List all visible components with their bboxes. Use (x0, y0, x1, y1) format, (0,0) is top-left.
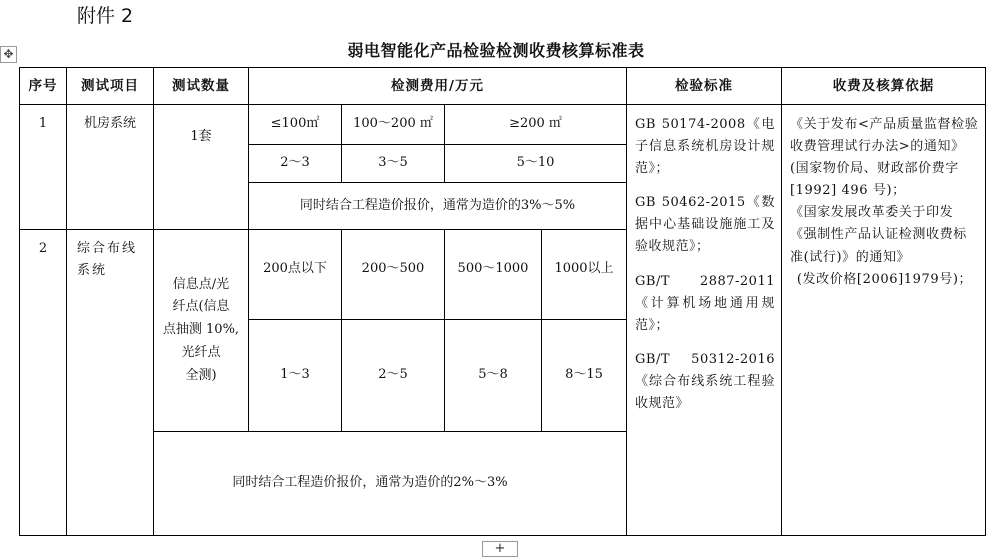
header-standard: 检验标准 (627, 68, 782, 105)
basis-2: 《国家发展改革委关于印发《强制性产品认证检测收费标准(试行)》的通知》 (790, 205, 967, 265)
row2-item-line-2: 系统 (77, 263, 108, 279)
row2-tier-1: 200点以下 (249, 230, 342, 320)
row2-qty-line-1: 信息点/光 (172, 276, 230, 292)
basis-3: (发改价格[2006]1979号)； (796, 271, 973, 287)
header-basis: 收费及核算依据 (782, 68, 986, 105)
row2-fee-1: 1～3 (249, 320, 342, 432)
standard-2: GB 50462-2015《数据中心基础设施施工及验收规范》； (635, 195, 775, 255)
row2-item-line-1: 综合布线 (77, 241, 138, 256)
row1-tier-1: ≤100㎡ (249, 105, 342, 145)
row1-fee-1: 2～3 (249, 145, 342, 183)
row2-tier-4: 1000以上 (542, 230, 627, 320)
header-item: 测试项目 (67, 68, 154, 105)
row1-note: 同时结合工程造价报价，通常为造价的3%～5% (249, 183, 627, 230)
row1-seq: 1 (20, 105, 67, 230)
row2-item (67, 230, 154, 536)
standard-3: GB/T 2887-2011《计算机场地通用规范》； (635, 273, 775, 333)
row2-tier-3: 500～1000 (445, 230, 542, 320)
move-arrows-icon: ✥ (3, 47, 14, 61)
row2-fee-2: 2～5 (342, 320, 445, 432)
row2-qty-line-5: 全测) (185, 367, 217, 383)
row2-note: 同时结合工程造价报价，通常为造价的2%～3% (154, 432, 627, 536)
row2-tier-2: 200～500 (342, 230, 445, 320)
plus-icon: + (494, 541, 506, 556)
row2-seq: 2 (20, 230, 67, 536)
fee-table (19, 67, 986, 536)
standard-1: GB 50174-2008《电子信息系统机房设计规范》； (635, 117, 775, 177)
header-seq: 序号 (20, 68, 67, 105)
row2-qty (154, 230, 249, 432)
row1-tier-2: 100～200 ㎡ (342, 105, 445, 145)
standards-cell (627, 105, 782, 536)
row1-tier-3: ≥200 ㎡ (445, 105, 627, 145)
row2-qty-line-2: 纤点(信息 (172, 299, 230, 315)
attachment-label: 附件 2 (77, 5, 134, 27)
row2-qty-line-3: 点抽测 10%, (162, 322, 240, 338)
row1-qty: 1套 (154, 105, 249, 230)
row2-qty-line-4: 光纤点 (181, 344, 221, 360)
add-row-button[interactable] (482, 541, 518, 557)
row2-fee-4: 8～15 (542, 320, 627, 432)
page-title: 弱电智能化产品检验检测收费核算标准表 (347, 41, 645, 60)
header-qty: 测试数量 (154, 68, 249, 105)
standard-4: GB/T 50312-2016《综合布线系统工程验收规范》 (635, 351, 775, 412)
row1-fee-3: 5～10 (445, 145, 627, 183)
row1-item: 机房系统 (67, 105, 154, 230)
basis-1: 《关于发布<产品质量监督检验收费管理试行办法>的通知》(国家物价局、财政部价费字[1992] 496 号)； (790, 117, 979, 199)
row2-fee-3: 5～8 (445, 320, 542, 432)
header-row (20, 68, 986, 105)
row1-fee-2: 3～5 (342, 145, 445, 183)
basis-cell (782, 105, 986, 536)
table-row (20, 105, 986, 145)
header-fee: 检测费用/万元 (249, 68, 627, 105)
